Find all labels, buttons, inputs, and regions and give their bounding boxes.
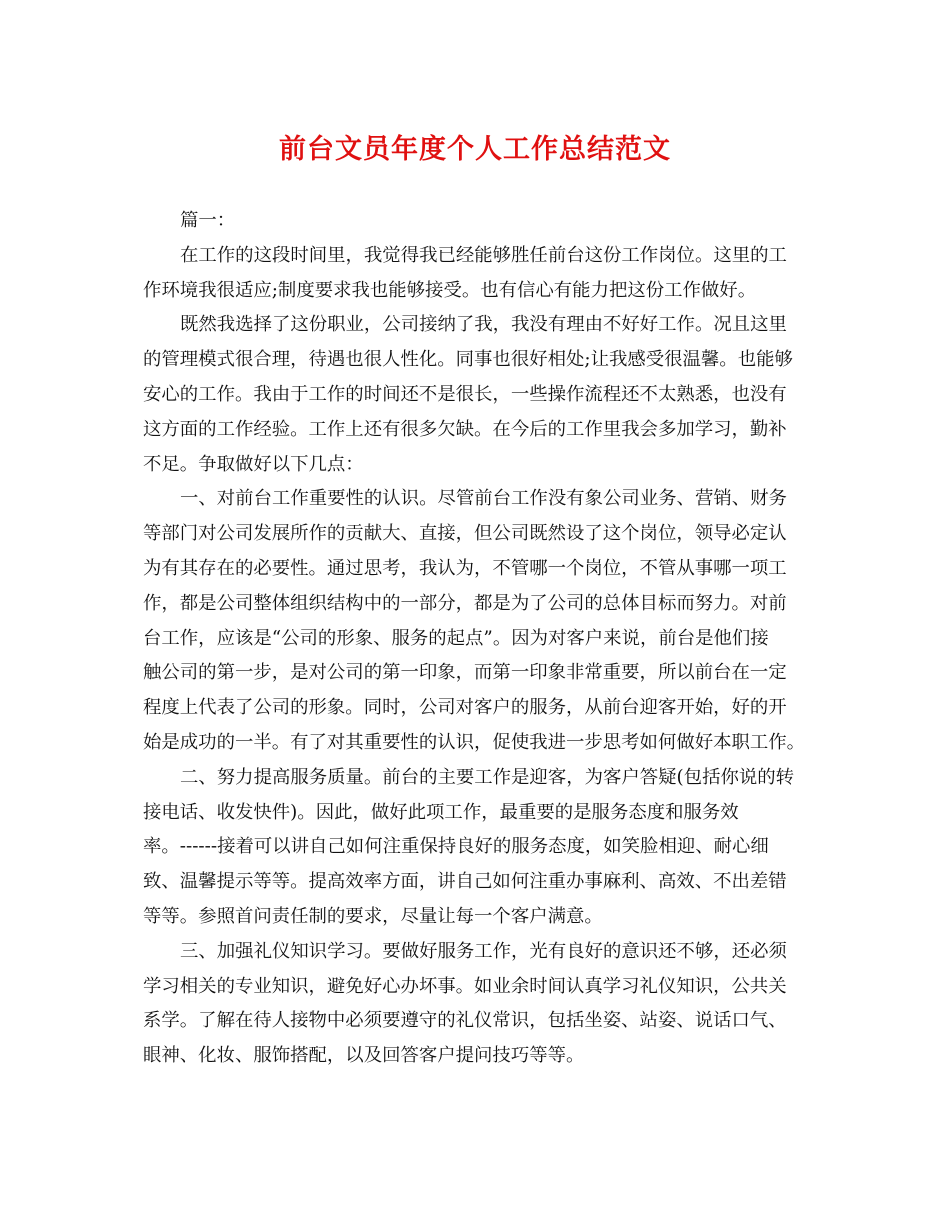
text-line: 学习相关的专业知识，避免好心办坏事。如业余时间认真学习礼仪知识，公共关	[143, 975, 787, 997]
paragraph	[143, 761, 807, 935]
text-line: 三、加强礼仪知识学习。要做好服务工作，光有良好的意识还不够，还必须	[180, 940, 787, 962]
document-title: 前台文员年度个人工作总结范文	[279, 134, 671, 165]
text-line: 篇一：	[180, 210, 236, 231]
text-line: 触公司的第一步，是对公司的第一印象，而第一印象非常重要，所以前台在一定	[143, 662, 787, 684]
text-line: 台工作，应该是“公司的形象、服务的起点”。因为对客户来说，前台是他们接	[143, 627, 769, 649]
text-line: 始是成功的一半。有了对其重要性的认识，促使我进一步思考如何做好本职工作。	[143, 731, 806, 753]
paragraph	[143, 239, 807, 309]
paragraph	[143, 308, 807, 482]
paragraph	[143, 935, 807, 1074]
text-line: 作，都是公司整体组织结构中的一部分，都是为了公司的总体目标而努力。对前	[143, 592, 787, 614]
text-line: 接电话、收发快件)。因此，做好此项工作，最重要的是服务态度和服务效	[143, 801, 739, 823]
text-line: 作环境我很适应;制度要求我也能够接受。也有信心有能力把这份工作做好。	[143, 279, 757, 301]
text-line: 一、对前台工作重要性的认识。尽管前台工作没有象公司业务、营销、财务	[180, 488, 787, 510]
text-line: 率。------接着可以讲自己如何注重保持良好的服务态度，如笑脸相迎、耐心细	[143, 836, 769, 858]
text-line: 为有其存在的必要性。通过思考，我认为，不管哪一个岗位，不管从事哪一项工	[143, 557, 787, 579]
text-line: 二、努力提高服务质量。前台的主要工作是迎客，为客户答疑(包括你说的转	[180, 766, 795, 788]
paragraph	[143, 204, 807, 239]
text-line: 眼神、化妆、服饰搭配，以及回答客户提问技巧等等。	[143, 1045, 585, 1067]
paragraph	[143, 482, 807, 760]
text-line: 不足。争取做好以下几点：	[143, 453, 364, 475]
text-line: 等部门对公司发展所作的贡献大、直接，但公司既然设了这个岗位，领导必定认	[143, 523, 787, 545]
document-body	[143, 204, 807, 1074]
text-line: 既然我选择了这份职业，公司接纳了我，我没有理由不好好工作。况且这里	[180, 314, 787, 336]
text-line: 这方面的工作经验。工作上还有很多欠缺。在今后的工作里我会多加学习，勤补	[143, 418, 787, 440]
text-line: 的管理模式很合理，待遇也很人性化。同事也很好相处;让我感受很温馨。也能够	[143, 349, 793, 371]
text-line: 系学。了解在待人接物中必须要遵守的礼仪常识，包括坐姿、站姿、说话口气、	[143, 1010, 787, 1032]
text-line: 等等。参照首问责任制的要求，尽量让每一个客户满意。	[143, 905, 603, 927]
text-line: 致、温馨提示等等。提高效率方面，讲自己如何注重办事麻利、高效、不出差错	[143, 871, 787, 893]
text-line: 在工作的这段时间里，我觉得我已经能够胜任前台这份工作岗位。这里的工	[180, 244, 787, 266]
text-line: 安心的工作。我由于工作的时间还不是很长，一些操作流程还不太熟悉，也没有	[143, 383, 787, 405]
text-line: 程度上代表了公司的形象。同时，公司对客户的服务，从前台迎客开始，好的开	[143, 697, 787, 719]
